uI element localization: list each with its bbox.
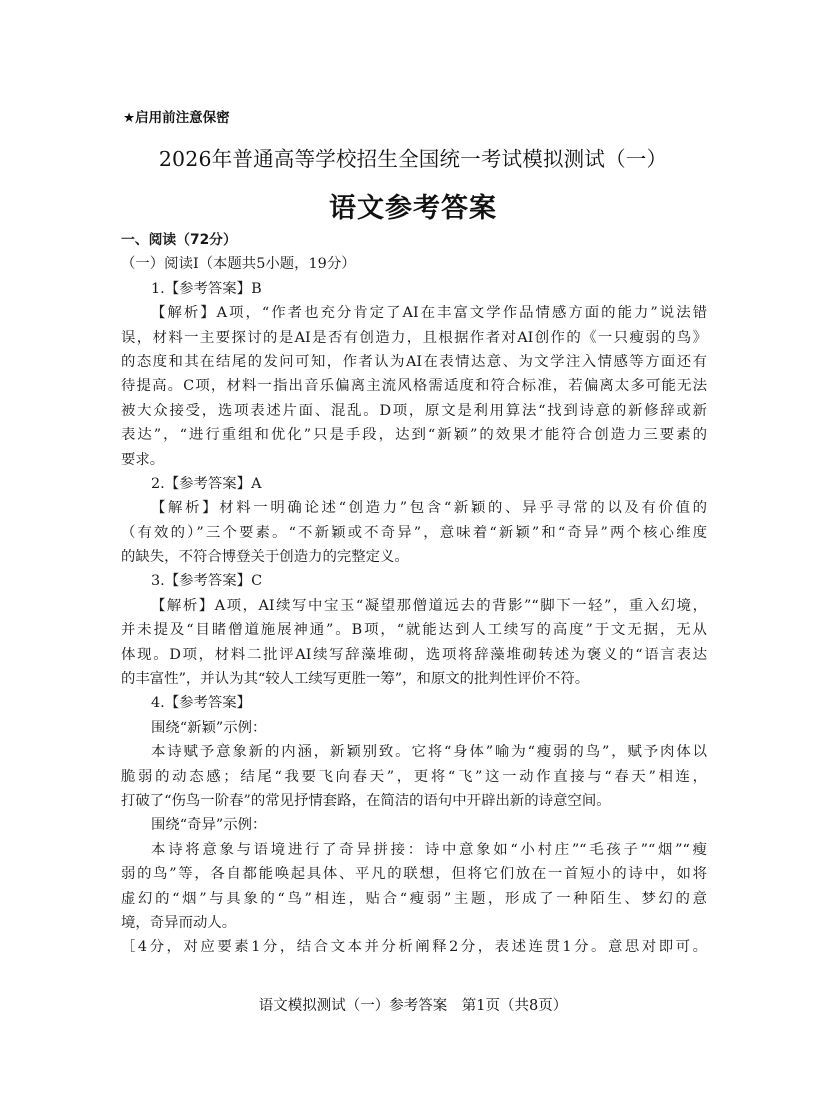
text-line: 境，奇异而动人。 <box>121 914 237 931</box>
text-line: （一）阅读Ⅰ（本题共5小题，19分） <box>121 256 356 273</box>
text-line: 脆弱的动态感；结尾“我要飞向春天”，更将“飞”这一动作直接与“春天”相连， <box>121 768 707 785</box>
text-line: ［4分，对应要素1分，结合文本并分析阐释2分，表述连贯1分。意思对即可。 <box>121 939 707 956</box>
text-line: 的态度和其在结尾的发问可知，作者认为AI在表情达意、为文学注入情感等方面还有 <box>121 353 707 370</box>
text-line: 4.【参考答案】 <box>151 695 252 712</box>
text-line: 【解析】材料一明确论述“创造力”包含“新颖的、异乎寻常的以及有价值的 <box>151 500 707 517</box>
document-title: 语文参考答案 <box>329 193 497 224</box>
text-line: 1.【参考答案】B <box>151 280 262 297</box>
confidential-notice: ★启用前注意保密 <box>123 110 230 126</box>
exam-title: 2026年普通高等学校招生全国统一考试模拟测试（一） <box>158 147 668 171</box>
text-line: 的缺失，不符合博登关于创造力的完整定义。 <box>121 549 409 566</box>
text-line: 虚幻的“烟”与具象的“鸟”相连，贴合“瘦弱”主题，形成了一种陌生、梦幻的意 <box>121 890 707 907</box>
text-line: 2.【参考答案】A <box>151 475 262 492</box>
text-line: 打破了“伤鸟一阶春”的常见抒情套路，在简洁的语句中开辟出新的诗意空间。 <box>121 792 611 809</box>
text-line: 【解析】A项，AI续写中宝玉“凝望那僧道远去的背影”“脚下一轻”，重入幻境， <box>151 597 707 614</box>
text-line: 被大众接受，选项表述片面、混乱。D项，原文是利用算法“找到诗意的新修辞或新 <box>121 402 707 419</box>
text-line: 围绕“奇异”示例： <box>151 817 267 834</box>
text-line: 一、阅读（72分） <box>121 232 237 248</box>
text-line: 本诗赋予意象新的内涵，新颖别致。它将“身体”喻为“瘦弱的鸟”，赋予肉体以 <box>151 744 707 761</box>
answer-body <box>121 228 707 960</box>
text-line: 的丰富性”，并认为其“较人工续写更胜一筹”，和原文的批判性评价不符。 <box>121 671 590 688</box>
page-footer: 语文模拟测试（一）参考答案 第1页（共8页） <box>258 998 568 1014</box>
text-line: 【解析】A项，“作者也充分肯定了AI在丰富文学作品情感方面的能力”说法错 <box>151 305 707 322</box>
text-line: 并未提及“目睹僧道施展神通”。B项，“就能达到人工续写的高度”于文无据，无从 <box>121 622 707 639</box>
text-line: 围绕“新颖”示例： <box>151 719 267 736</box>
text-line: 要求。 <box>121 451 165 468</box>
text-line: 弱的鸟”等，各自都能唤起具体、平凡的联想，但将它们放在一首短小的诗中，如将 <box>121 866 707 883</box>
text-line: （有效的）”三个要素。“不新颖或不奇异”，意味着“新颖”和“奇异”两个核心维度 <box>121 524 707 541</box>
text-line: 表达”，“进行重组和优化”只是手段，达到“新颖”的效果才能符合创造力三要素的 <box>121 427 707 444</box>
text-line: 本诗将意象与语境进行了奇异拼接：诗中意象如“小村庄”“毛孩子”“烟”“瘦 <box>151 841 707 858</box>
text-line: 3.【参考答案】C <box>151 573 263 590</box>
text-line: 体现。D项，材料二批评AI续写辞藻堆砌，选项将辞藻堆砌转述为褒义的“语言表达 <box>121 646 707 663</box>
text-line: 待提高。C项，材料一指出音乐偏离主流风格需适度和符合标准，若偏离太多可能无法 <box>121 378 707 395</box>
text-line: 误，材料一主要探讨的是AI是否有创造力，且根据作者对AI创作的《一只瘦弱的鸟》 <box>121 329 707 346</box>
